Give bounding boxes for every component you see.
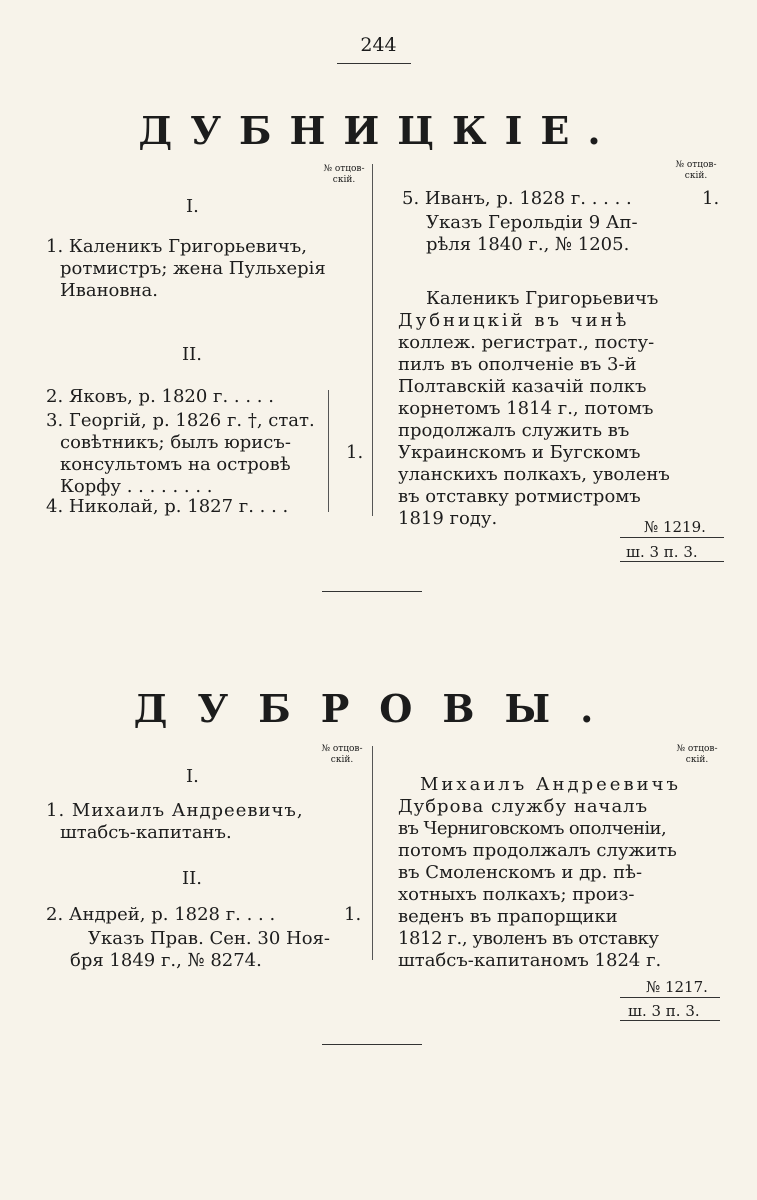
entries-bracket — [328, 390, 329, 512]
generation-label-1b: I. — [186, 766, 199, 787]
entry-georgiy: 3. Георгій, р. 1826 г. †, стат. совѣтникъ; былъ юрисъ- консультомъ на островѣ Корфу . . . . . . . . — [46, 410, 315, 497]
entry-ivan: 5. Иванъ, р. 1828 г. . . . . — [402, 188, 632, 209]
column-header-left: № отцов- скій. — [323, 164, 365, 185]
archive-location-2: ш. 3 п. 3. — [628, 1002, 700, 1020]
entry-andrey: 2. Андрей, р. 1828 г. . . . — [46, 904, 276, 925]
entry-ivan-decree: Указъ Герольдіи 9 Ап- рѣля 1840 г., № 1205. — [426, 212, 638, 255]
page-number: 244 — [360, 34, 397, 56]
section-separator — [322, 591, 422, 592]
archive-number-rule — [620, 537, 724, 538]
biography-note-kalenik: Каленикъ Григорьевичъ Дубницкій въ чинѣ коллеж. регистрат., посту- пилъ въ ополченіе въ 3-й Полтавскій казачій полкъ корнетомъ 1814 г., потомъ продолжалъ служить въ Украинскомъ и Бугскомъ уланскихъ полкахъ, уволенъ въ отставку ротмистромъ 1819 году. — [398, 288, 670, 529]
archive-number-rule-2 — [620, 997, 720, 998]
entry-ivan-reference: 1. — [702, 188, 720, 209]
entry-nikolay: 4. Николай, р. 1827 г. . . . — [46, 496, 289, 517]
entry-yakov: 2. Яковъ, р. 1820 г. . . . . — [46, 386, 274, 407]
column-divider-left — [372, 164, 373, 516]
archive-number: № 1219. — [644, 518, 706, 536]
archive-location-rule — [620, 561, 724, 562]
archive-number-2: № 1217. — [646, 978, 708, 996]
family-title-dubnitskie: ДУБНИЦКІЕ. — [138, 108, 619, 153]
entry-mikhail: 1. Михаилъ Андреевичъ, штабсъ-капитанъ. — [46, 800, 304, 843]
bracket-reference: 1. — [346, 442, 364, 463]
family-title-dubrovy: ДУБРОВЫ. — [133, 686, 624, 731]
section-separator-2 — [322, 1044, 422, 1045]
generation-label-2b: II. — [182, 868, 202, 889]
column-divider-left-2 — [372, 746, 373, 960]
column-header-right: № отцов- скій. — [675, 160, 717, 181]
column-header-left-2: № отцов- скій. — [321, 744, 363, 765]
archive-location-rule-2 — [620, 1020, 720, 1021]
archive-location: ш. 3 п. 3. — [626, 543, 698, 561]
generation-label-2: II. — [182, 344, 202, 365]
column-header-right-2: № отцов- скій. — [676, 744, 718, 765]
entry-kalenik: 1. Каленикъ Григорьевичъ, ротмистръ; жена Пульхерія Ивановна. — [46, 236, 326, 301]
page-number-rule — [337, 63, 411, 64]
entry-andrey-decree: Указъ Прав. Сен. 30 Ноя- бря 1849 г., № 8274. — [70, 928, 330, 971]
biography-note-mikhail: Михаилъ Андреевичъ Дуброва службу началъ въ Черниговскомъ ополченіи, потомъ продолжалъ служить въ Смоленскомъ и др. пѣ- хотныхъ полкахъ; произ- веденъ въ прапорщики 1812 г., уволенъ въ отставку штабсъ-капитаномъ 1824 г. — [398, 774, 681, 971]
entry-andrey-reference: 1. — [344, 904, 362, 925]
generation-label-1: I. — [186, 196, 199, 217]
